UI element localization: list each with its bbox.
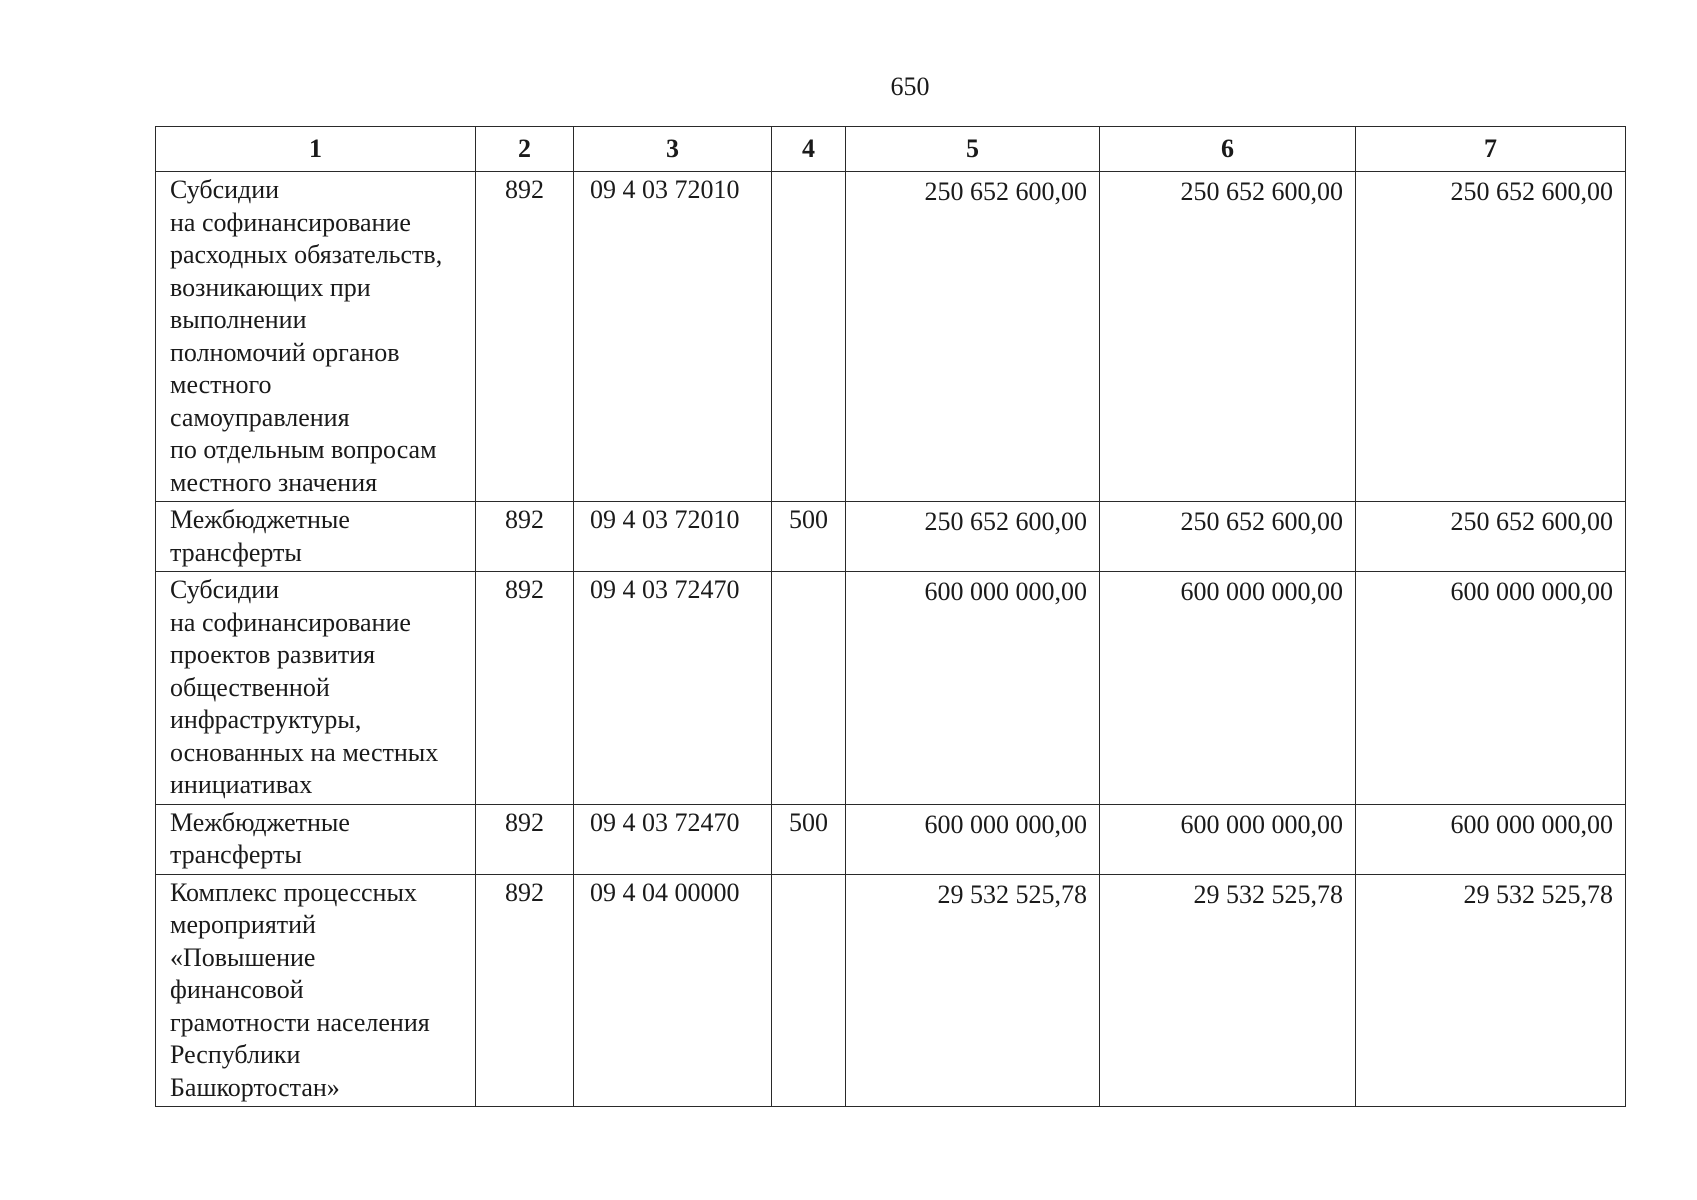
row-sum-5: 600 000 000,00 — [846, 572, 1100, 805]
row-sum-7: 600 000 000,00 — [1356, 804, 1626, 874]
col-header-1: 1 — [156, 127, 476, 172]
table-row — [156, 804, 1626, 874]
row-sum-5: 29 532 525,78 — [846, 874, 1100, 1107]
table-row — [156, 172, 1626, 502]
row-name: Межбюджетные трансферты — [156, 804, 476, 874]
page-number: 650 — [890, 72, 930, 101]
row-code: 892 — [476, 572, 574, 805]
col-header-2: 2 — [476, 127, 574, 172]
table-row — [156, 572, 1626, 805]
row-sum-6: 600 000 000,00 — [1100, 572, 1356, 805]
row-sum-5: 250 652 600,00 — [846, 172, 1100, 502]
row-kbk: 09 4 03 72010 — [574, 502, 772, 572]
row-name: Межбюджетные трансферты — [156, 502, 476, 572]
col-header-5: 5 — [846, 127, 1100, 172]
row-kbk: 09 4 03 72470 — [574, 572, 772, 805]
row-name: Субсидии на софинансирование проектов развития общественной инфраструктуры, основанных на местных инициативах — [156, 572, 476, 805]
row-vr: 500 — [772, 502, 846, 572]
row-sum-6: 250 652 600,00 — [1100, 172, 1356, 502]
header-row — [156, 127, 1626, 172]
row-code: 892 — [476, 172, 574, 502]
row-vr — [772, 572, 846, 805]
col-header-7: 7 — [1356, 127, 1626, 172]
row-sum-7: 600 000 000,00 — [1356, 572, 1626, 805]
row-sum-7: 29 532 525,78 — [1356, 874, 1626, 1107]
row-sum-6: 250 652 600,00 — [1100, 502, 1356, 572]
row-vr — [772, 874, 846, 1107]
row-code: 892 — [476, 502, 574, 572]
row-code: 892 — [476, 874, 574, 1107]
row-kbk: 09 4 03 72010 — [574, 172, 772, 502]
row-vr — [772, 172, 846, 502]
budget-table — [155, 126, 1626, 1107]
row-name: Комплекс процессных мероприятий «Повышение финансовой грамотности населения Республики Башкортостан» — [156, 874, 476, 1107]
row-sum-6: 600 000 000,00 — [1100, 804, 1356, 874]
col-header-6: 6 — [1100, 127, 1356, 172]
row-code: 892 — [476, 804, 574, 874]
col-header-4: 4 — [772, 127, 846, 172]
row-sum-7: 250 652 600,00 — [1356, 502, 1626, 572]
row-sum-5: 250 652 600,00 — [846, 502, 1100, 572]
row-sum-5: 600 000 000,00 — [846, 804, 1100, 874]
row-name: Субсидии на софинансирование расходных обязательств, возникающих при выполнении полномочий органов местного самоуправления по отдельным вопросам местного значения — [156, 172, 476, 502]
table-row — [156, 874, 1626, 1107]
col-header-3: 3 — [574, 127, 772, 172]
row-sum-6: 29 532 525,78 — [1100, 874, 1356, 1107]
row-kbk: 09 4 03 72470 — [574, 804, 772, 874]
row-vr: 500 — [772, 804, 846, 874]
row-sum-7: 250 652 600,00 — [1356, 172, 1626, 502]
table-row — [156, 502, 1626, 572]
row-kbk: 09 4 04 00000 — [574, 874, 772, 1107]
